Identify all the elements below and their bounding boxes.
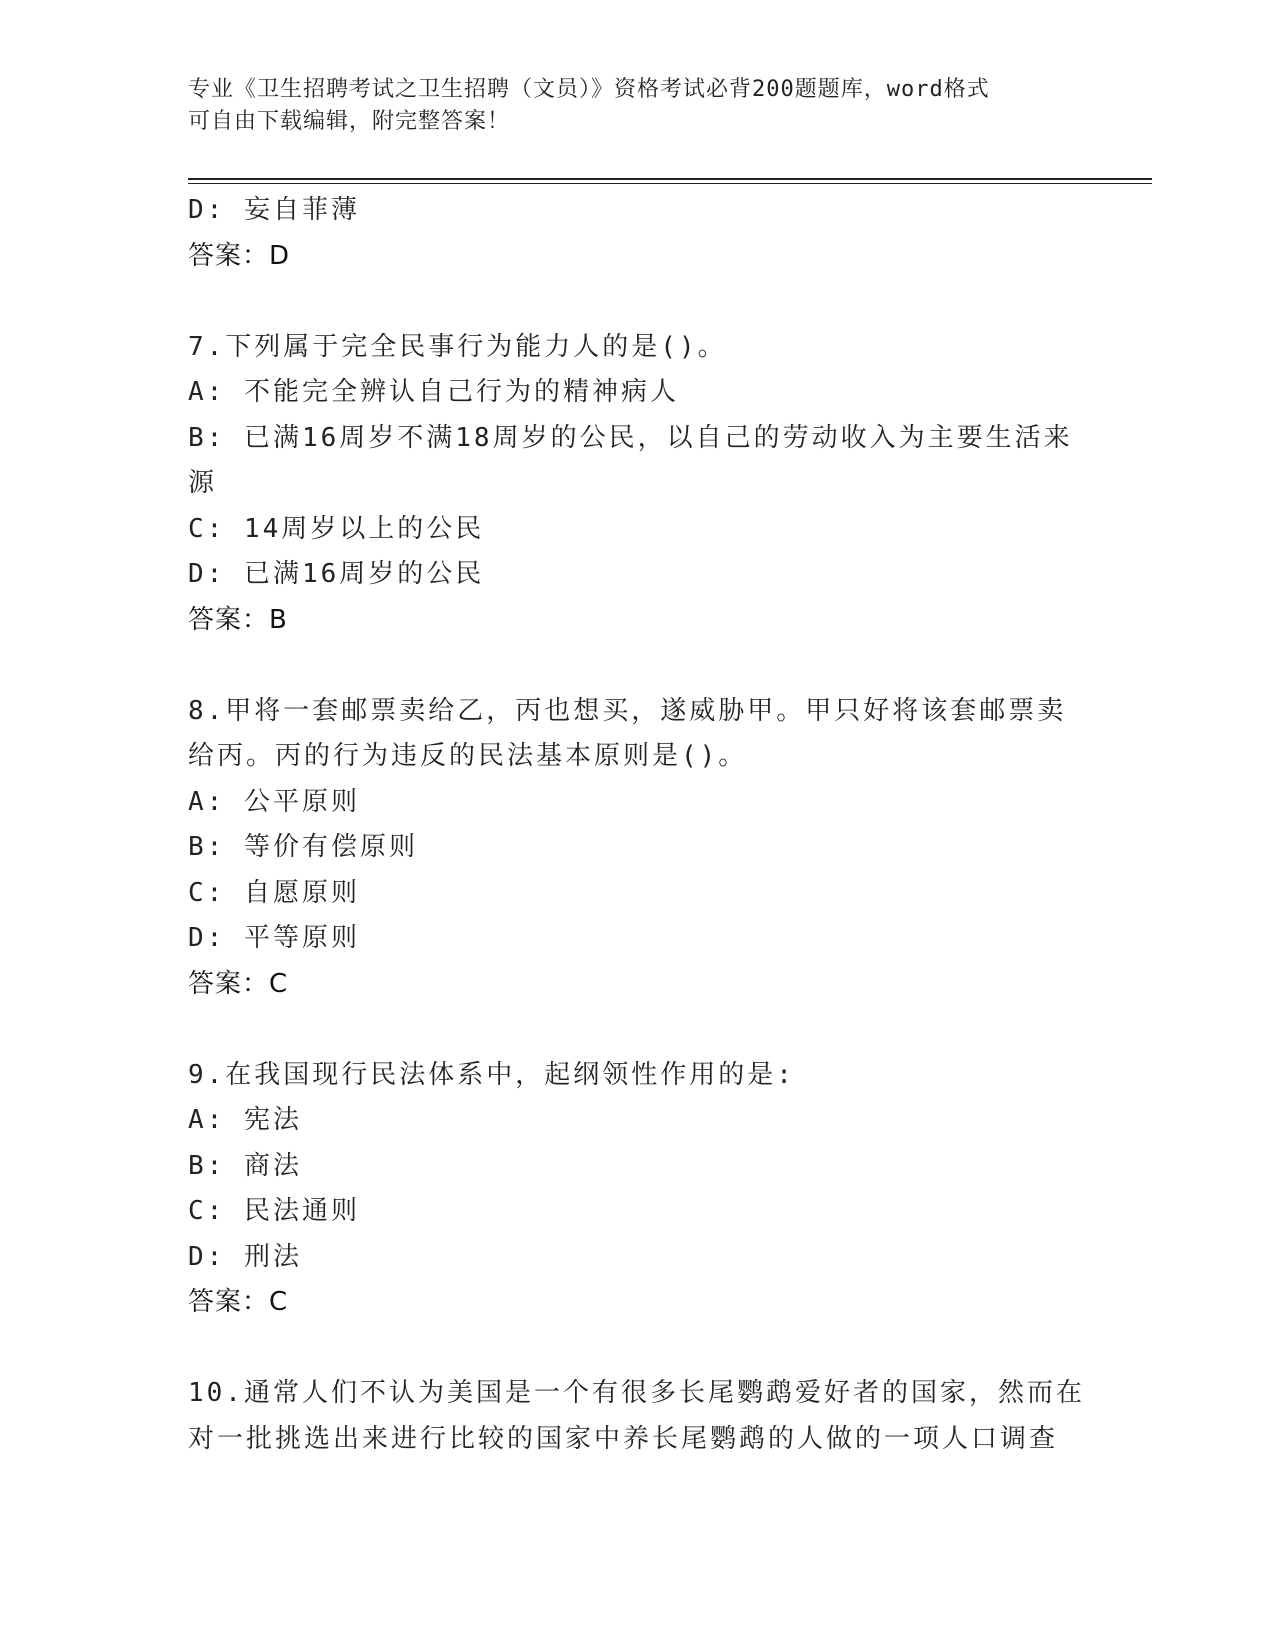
- answer: 答案：C: [188, 968, 289, 999]
- question-stem-continued: 给丙。丙的行为违反的民法基本原则是()。: [188, 741, 748, 771]
- option-b: B: 已满16周岁不满18周岁的公民，以自己的劳动收入为主要生活来: [188, 422, 1073, 453]
- option-b: B: 等价有偿原则: [188, 832, 418, 862]
- document-header: [188, 74, 1068, 138]
- question-9: [188, 1053, 1088, 1326]
- spacer: [188, 1326, 1088, 1372]
- option-b-continued: 源: [188, 468, 218, 498]
- option-c: C: 自愿原则: [188, 877, 360, 908]
- question-stem: 9.在我国现行民法体系中，起纲领性作用的是:: [188, 1059, 795, 1090]
- prev-option-d: D: 妄自菲薄: [188, 195, 360, 225]
- question-stem-continued: 对一批挑选出来进行比较的国家中养长尾鹦鹉的人做的一项人口调查: [188, 1423, 1059, 1454]
- option-c: C: 14周岁以上的公民: [188, 513, 485, 544]
- spacer: [188, 279, 1088, 325]
- question-8: [188, 689, 1088, 1008]
- header-divider: [188, 178, 1152, 180]
- prev-answer: 答案：D: [188, 240, 291, 271]
- question-10: [188, 1371, 1088, 1462]
- option-d: D: 刑法: [188, 1241, 302, 1272]
- question-stem: 7.下列属于完全民事行为能力人的是()。: [188, 331, 727, 362]
- question-stem: 8.甲将一套邮票卖给乙，丙也想买，遂威胁甲。甲只好将该套邮票卖: [188, 695, 1067, 726]
- option-a: A: 公平原则: [188, 786, 360, 817]
- option-d: D: 已满16周岁的公民: [188, 559, 485, 589]
- option-c: C: 民法通则: [188, 1196, 360, 1226]
- header-title-line-2: 可自由下载编辑，附完整答案！: [188, 109, 511, 134]
- spacer: [188, 1007, 1088, 1053]
- question-stem: 10.通常人们不认为美国是一个有很多长尾鹦鹉爱好者的国家，然而在: [188, 1378, 1085, 1408]
- answer: 答案：B: [188, 604, 288, 635]
- answer: 答案：C: [188, 1287, 289, 1317]
- header-divider-thin: [188, 183, 1152, 184]
- option-b: B: 商法: [188, 1150, 302, 1181]
- option-d: D: 平等原则: [188, 923, 360, 953]
- header-title-line-1: 专业《卫生招聘考试之卫生招聘（文员）》资格考试必背200题题库，word格式: [188, 77, 990, 102]
- question-list: [188, 188, 1088, 1462]
- spacer: [188, 643, 1088, 689]
- option-a: A: 不能完全辨认自己行为的精神病人: [188, 377, 679, 407]
- option-a: A: 宪法: [188, 1105, 302, 1135]
- question-7: [188, 325, 1088, 644]
